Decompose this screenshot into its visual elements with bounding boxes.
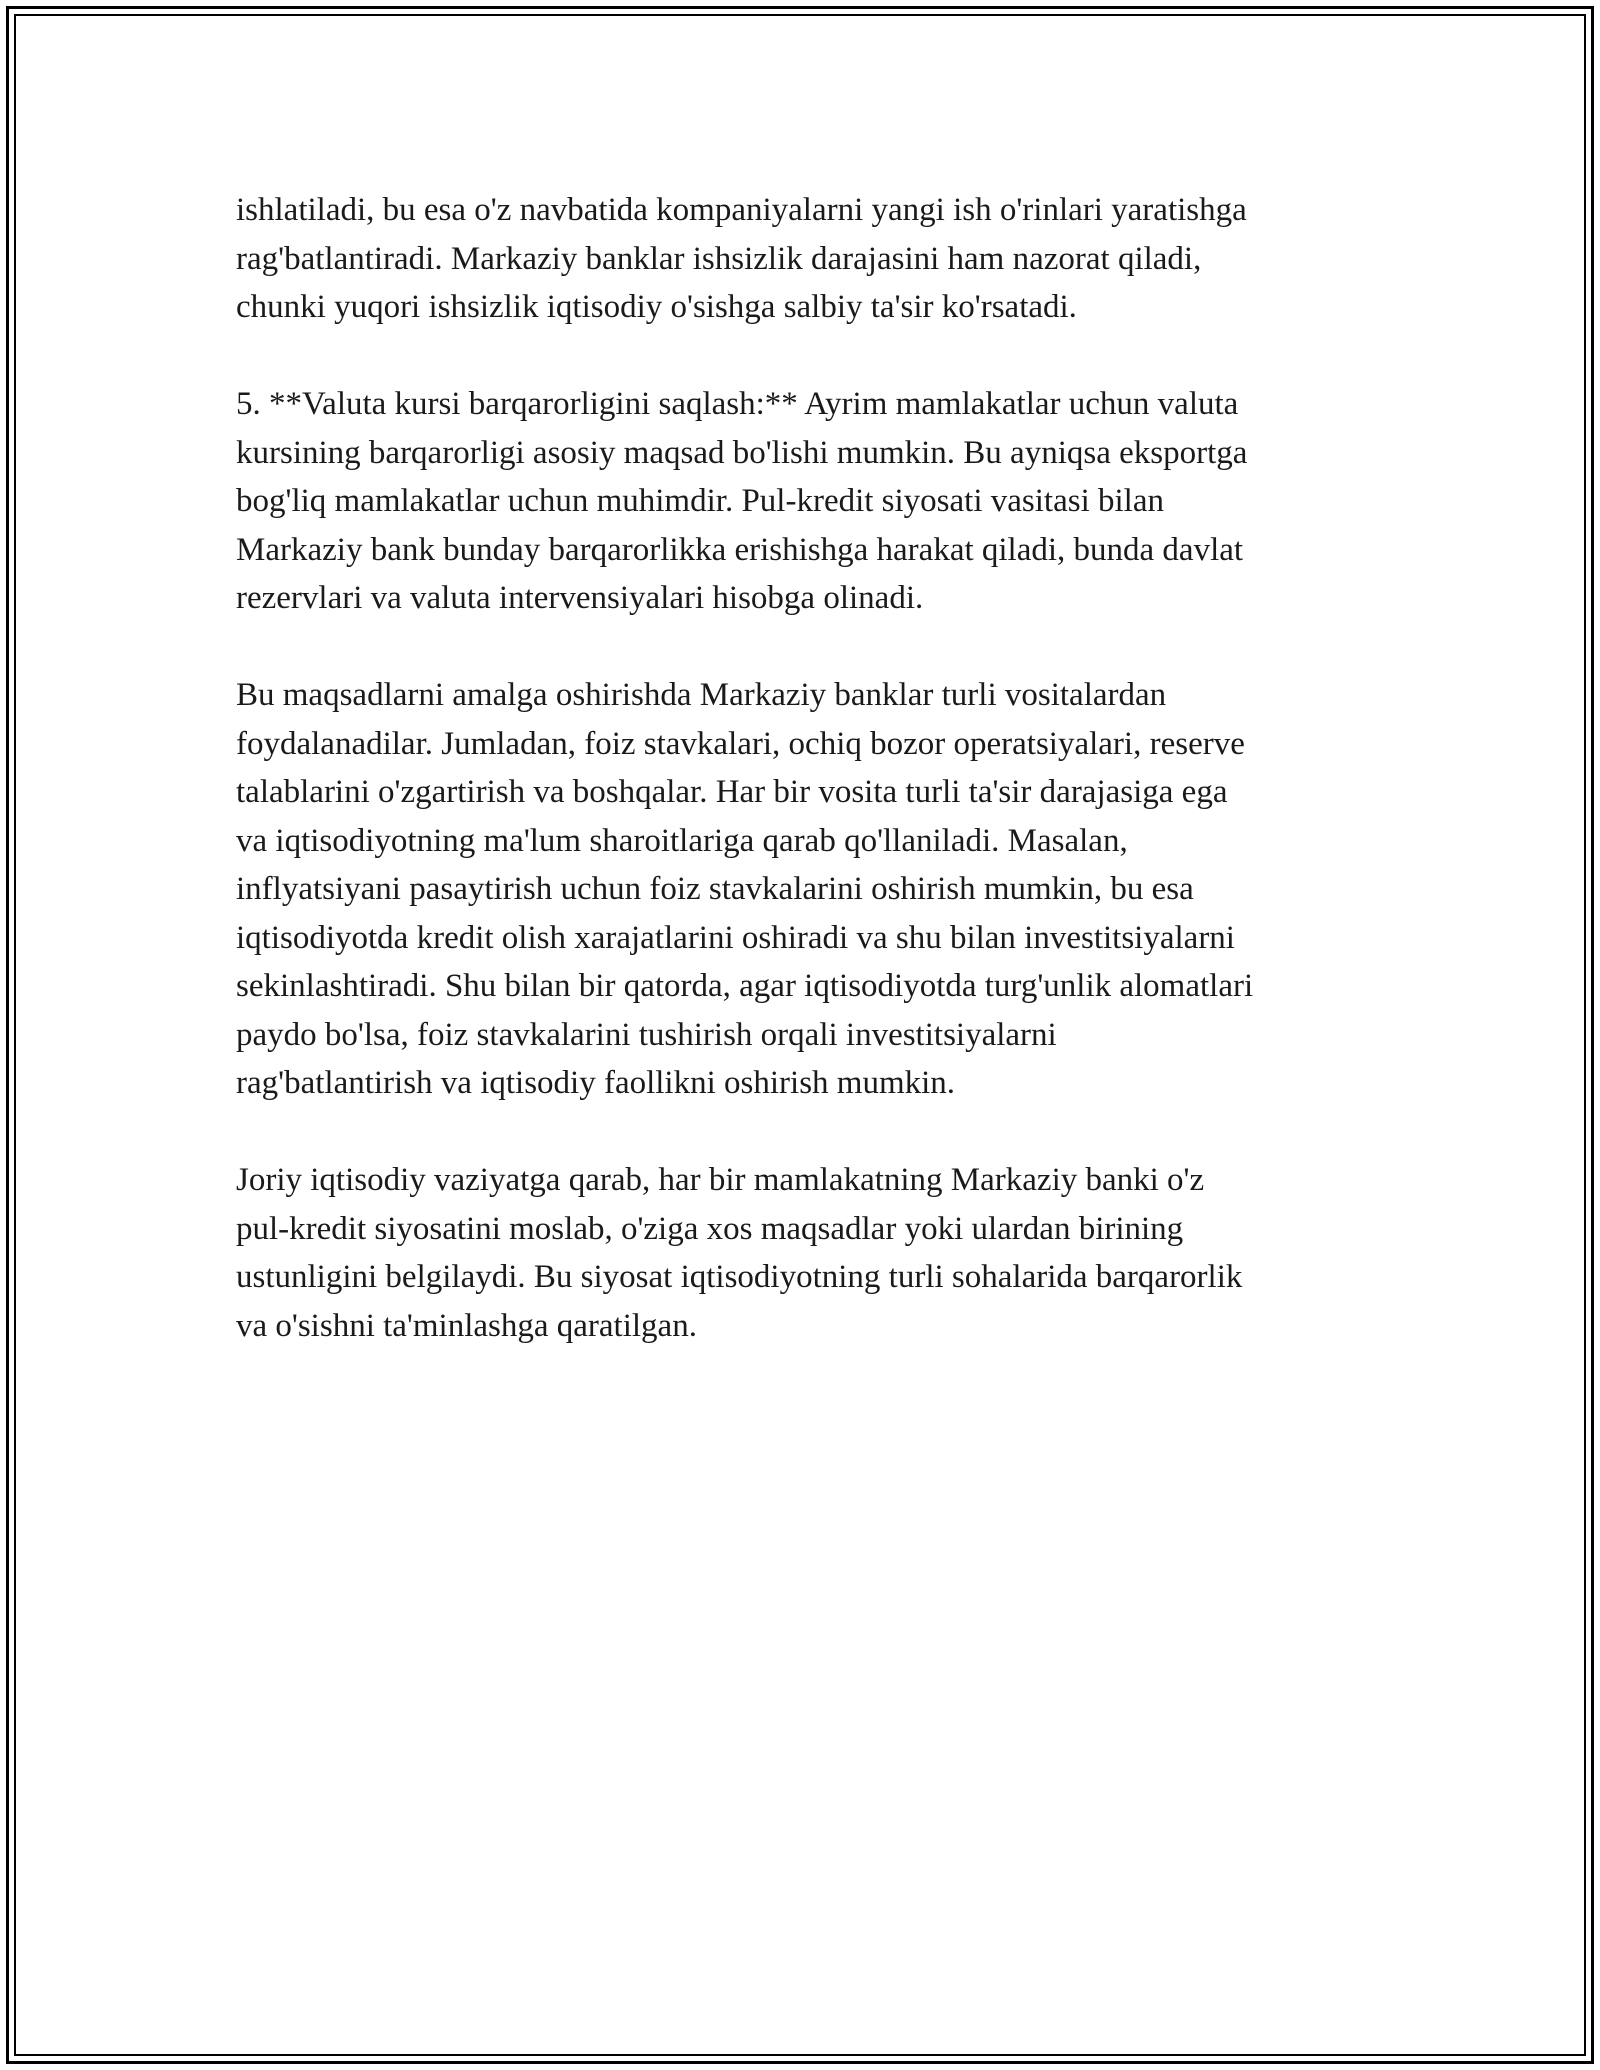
paragraph-3 [236,671,1416,1108]
text-line: chunki yuqori ishsizlik iqtisodiy o'sishga salbiy ta'sir ko'rsatadi. [236,289,1077,325]
paragraph-2 [236,380,1416,623]
text-line: rag'batlantiradi. Markaziy banklar ishsizlik darajasini ham nazorat qiladi, [236,240,1202,277]
text-line: rag'batlantirish va iqtisodiy faollikni oshirish mumkin. [236,1065,956,1101]
text-line: Joriy iqtisodiy vaziyatga qarab, har bir mamlakatning Markaziy banki o'z [236,1162,1205,1198]
text-line: ishlatiladi, bu esa o'z navbatida kompaniyalarni yangi ish o'rinlari yaratishga [236,192,1247,228]
text-line: 5. **Valuta kursi barqarorligini saqlash:** Ayrim mamlakatlar uchun valuta [236,386,1239,422]
text-line: sekinlashtiradi. Shu bilan bir qatorda, agar iqtisodiyotda turg'unlik alomatlari [236,968,1254,1004]
text-line: paydo bo'lsa, foiz stavkalarini tushirish orqali investitsiyalarni [236,1016,1057,1053]
paragraph-4 [236,1156,1416,1350]
text-line: Bu maqsadlarni amalga oshirishda Markaziy banklar turli vositalardan [236,677,1167,713]
text-line: talablarini o'zgartirish va boshqalar. Har bir vosita turli ta'sir darajasiga ega [236,774,1228,810]
text-line: rezervlari va valuta intervensiyalari hisobga olinadi. [236,580,924,616]
text-line: va o'sishni ta'minlashga qaratilgan. [236,1307,697,1344]
paragraph-1 [236,186,1416,332]
text-line: kursining barqarorligi asosiy maqsad bo'lishi mumkin. Bu ayniqsa eksportga [236,434,1248,471]
text-line: va iqtisodiyotning ma'lum sharoitlariga qarab qo'llaniladi. Masalan, [236,822,1128,859]
text-line: pul-kredit siyosatini moslab, o'ziga xos maqsadlar yoki ulardan birining [236,1210,1184,1247]
text-line: iqtisodiyotda kredit olish xarajatlarini oshiradi va shu bilan investitsiyalarni [236,919,1235,956]
document-body [236,186,1416,1399]
text-line: inflyatsiyani pasaytirish uchun foiz stavkalarini oshirish mumkin, bu esa [236,871,1194,907]
text-line: ustunligini belgilaydi. Bu siyosat iqtisodiyotning turli sohalarida barqarorlik [236,1259,1243,1295]
text-line: foydalanadilar. Jumladan, foiz stavkalari, ochiq bozor operatsiyalari, reserve [236,725,1245,762]
text-line: Markaziy bank bunday barqarorlikka erishishga harakat qiladi, bunda davlat [236,531,1244,568]
text-line: bog'liq mamlakatlar uchun muhimdir. Pul-kredit siyosati vasitasi bilan [236,483,1164,519]
